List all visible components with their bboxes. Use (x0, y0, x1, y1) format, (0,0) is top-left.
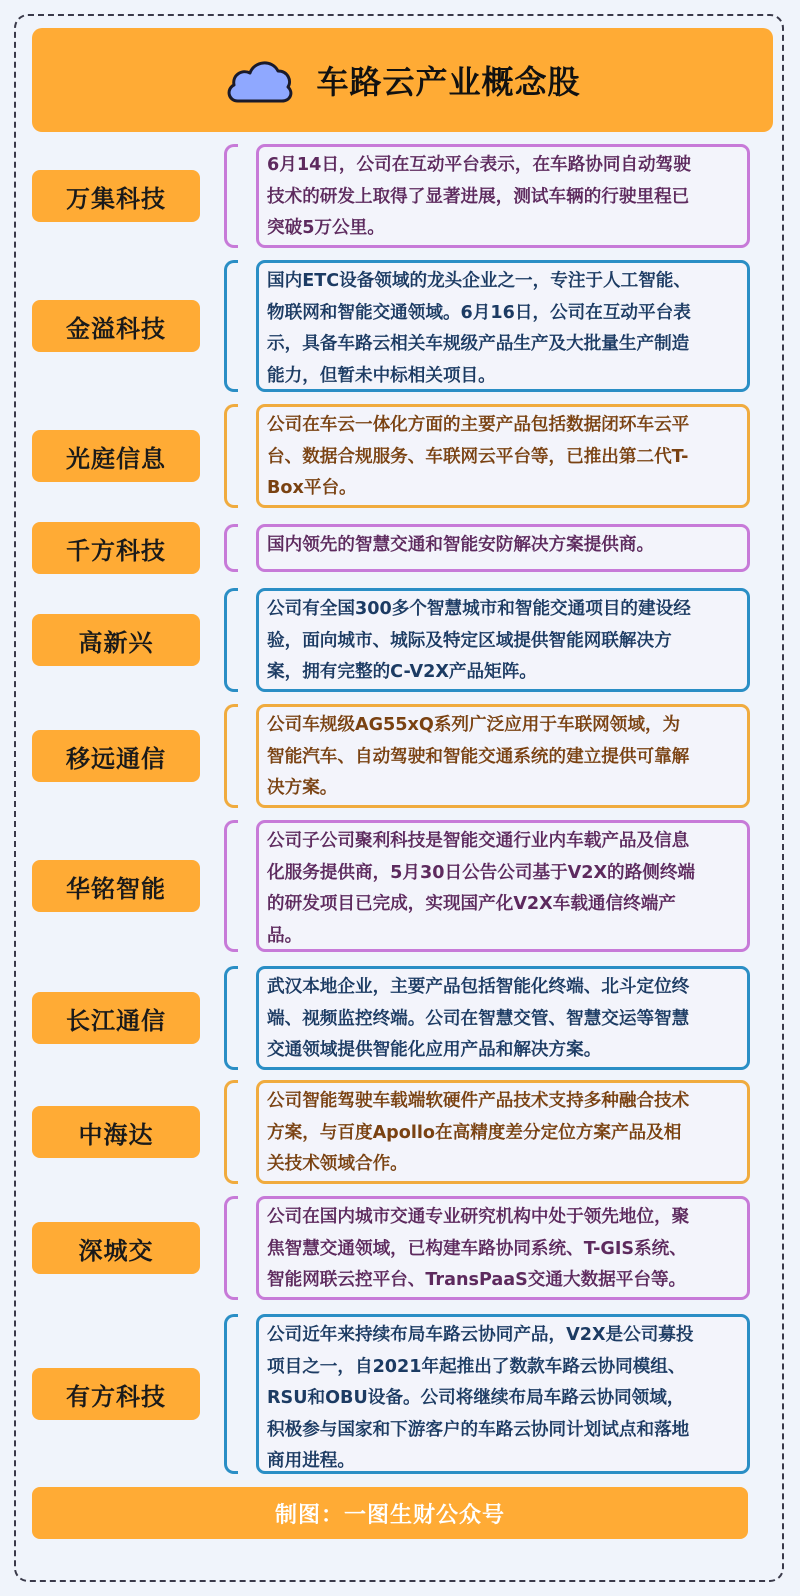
company-row (32, 144, 773, 248)
connector-bracket (224, 588, 238, 692)
description-line: RSU和OBU设备。公司将继续布局车路云协同领域， (267, 1388, 685, 1408)
company-description (256, 820, 750, 952)
company-description (256, 1196, 750, 1300)
company-row (32, 1314, 773, 1474)
description-line: 公司近年来持续布局车路云协同产品，V2X是公司募投 (267, 1325, 694, 1345)
description-line: 决方案。 (267, 778, 338, 798)
description-line: 验，面向城市、城际及特定区域提供智能网联解决方 (267, 630, 672, 651)
company-row (32, 404, 773, 508)
company-description (256, 404, 750, 508)
company-row (32, 260, 773, 392)
description-line: 方案，与百度Apollo在高精度差分定位方案产品及相 (267, 1122, 682, 1143)
description-line: 关技术领域合作。 (267, 1154, 408, 1174)
company-description (256, 260, 750, 392)
description-line: 智能网联云控平台、TransPaaS交通大数据平台等。 (267, 1270, 687, 1290)
description-line: 物联网和智能交通领域。6月16日，公司在互动平台表 (267, 302, 691, 323)
company-description (256, 524, 750, 572)
description-line: 公司在车云一体化方面的主要产品包括数据闭环车云平 (267, 415, 690, 435)
company-row (32, 524, 773, 572)
company-description (256, 144, 750, 248)
description-line: 项目之一，自2021年起推出了数款车路云协同模组、 (267, 1356, 686, 1377)
description-line: 公司智能驾驶车载端软硬件产品技术支持多种融合技术 (267, 1091, 690, 1111)
connector-bracket (224, 1080, 238, 1184)
connector-bracket (224, 1196, 238, 1300)
connector-bracket (224, 704, 238, 808)
description-line: 国内领先的智慧交通和智能安防解决方案提供商。 (267, 535, 655, 555)
company-name-label: 千方科技 (32, 522, 200, 574)
connector-bracket (224, 966, 238, 1070)
connector-bracket (224, 1314, 238, 1474)
description-line: 能力，但暂未中标相关项目。 (267, 365, 496, 386)
cloud-icon (224, 55, 294, 105)
company-name-label: 中海达 (32, 1106, 200, 1158)
company-description (256, 1314, 750, 1474)
description-line: 商用进程。 (267, 1451, 355, 1471)
page-title: 车路云产业概念股 (316, 63, 581, 101)
company-name-label: 移远通信 (32, 730, 200, 782)
company-name-label: 长江通信 (32, 992, 200, 1044)
description-line: 积极参与国家和下游客户的车路云协同计划试点和落地 (267, 1419, 690, 1440)
description-line: 公司在国内城市交通专业研究机构中处于领先地位，聚 (267, 1207, 690, 1227)
company-name-label: 华铭智能 (32, 860, 200, 912)
description-line: 智能汽车、自动驾驶和智能交通系统的建立提供可靠解 (267, 746, 690, 767)
description-line: 的研发项目已完成，实现国产化V2X车载通信终端产 (267, 894, 676, 914)
company-description (256, 704, 750, 808)
company-name-label: 光庭信息 (32, 430, 200, 482)
description-line: 台、数据合规服务、车联网云平台等，已推出第二代T- (267, 446, 689, 467)
company-name-label: 深城交 (32, 1222, 200, 1274)
title-banner (32, 28, 773, 132)
description-line: 技术的研发上取得了显著进展，测试车辆的行驶里程已 (267, 186, 690, 207)
company-row (32, 704, 773, 808)
description-line: 案，拥有完整的C-V2X产品矩阵。 (267, 662, 537, 682)
company-name-label: 有方科技 (32, 1368, 200, 1420)
description-line: 品。 (267, 925, 303, 946)
company-name-label: 高新兴 (32, 614, 200, 666)
company-row (32, 1196, 773, 1300)
description-line: Box平台。 (267, 478, 357, 498)
company-name-label: 万集科技 (32, 170, 200, 222)
company-row (32, 820, 773, 952)
connector-bracket (224, 404, 238, 508)
company-name-label: 金溢科技 (32, 300, 200, 352)
company-row (32, 1080, 773, 1184)
description-line: 焦智慧交通领域，已构建车路协同系统、T-GIS系统、 (267, 1238, 687, 1259)
description-line: 突破5万公里。 (267, 218, 385, 238)
company-row (32, 588, 773, 692)
description-line: 端、视频监控终端。公司在智慧交管、智慧交运等智慧 (267, 1008, 690, 1029)
description-line: 公司子公司聚利科技是智能交通行业内车载产品及信息 (267, 831, 690, 851)
description-line: 公司有全国300多个智慧城市和智能交通项目的建设经 (267, 599, 691, 619)
description-line: 武汉本地企业，主要产品包括智能化终端、北斗定位终 (267, 977, 690, 997)
company-description (256, 1080, 750, 1184)
connector-bracket (224, 260, 238, 392)
description-line: 交通领域提供智能化应用产品和解决方案。 (267, 1040, 602, 1060)
company-row (32, 966, 773, 1070)
description-line: 国内ETC设备领域的龙头企业之一，专注于人工智能、 (267, 271, 691, 291)
description-line: 示，具备车路云相关车规级产品生产及大批量生产制造 (267, 334, 690, 354)
connector-bracket (224, 820, 238, 952)
company-description (256, 966, 750, 1070)
connector-bracket (224, 524, 238, 572)
footer-credit: 制图：一图生财公众号 (32, 1487, 748, 1539)
description-line: 化服务提供商，5月30日公告公司基于V2X的路侧终端 (267, 862, 696, 883)
description-line: 6月14日，公司在互动平台表示，在车路协同自动驾驶 (267, 155, 691, 175)
connector-bracket (224, 144, 238, 248)
description-line: 公司车规级AG55xQ系列广泛应用于车联网领域，为 (267, 715, 681, 735)
company-description (256, 588, 750, 692)
